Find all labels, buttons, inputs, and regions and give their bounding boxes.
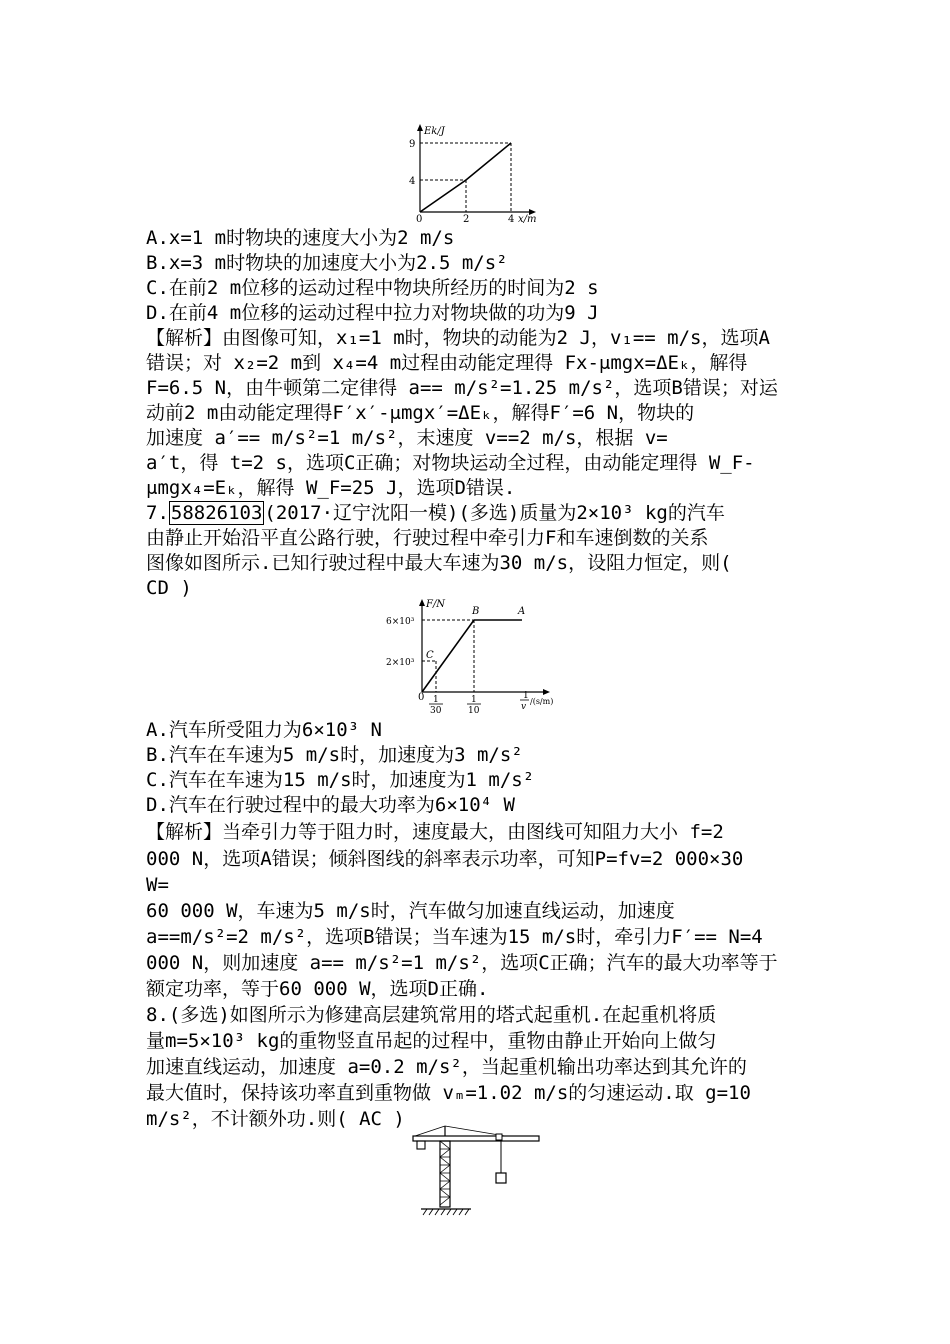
text-line: B.汽车在车速为5 m/s时，加速度为3 m/s²: [146, 744, 523, 766]
point-a-label: A: [518, 606, 526, 617]
text-line: 60 000 W，车速为5 m/s时，汽车做匀加速直线运动，加速度: [146, 900, 675, 922]
text-line: 由静止开始沿平直公路行驶，行驶过程中牵引力F和车速倒数的关系: [146, 527, 709, 549]
ground-hatching: [423, 1209, 469, 1215]
y-tick-2000: 2×10³: [386, 658, 415, 668]
origin-label: 0: [418, 692, 425, 703]
y-axis-label: Ek/J: [424, 126, 445, 137]
text-line: a==m/s²=2 m/s²，选项B错误；当车速为15 m/s时，牵引力F′== N=4: [146, 926, 763, 948]
answer-line: m/s²，不计额外功.则( AC ): [146, 1108, 405, 1130]
y-axis-arrow: [417, 124, 423, 131]
text-line: F=6.5 N，由牛顿第二定律得 a== m/s²=1.25 m/s²，选项B错误；对运: [146, 377, 778, 399]
y-axis-arrow: [419, 599, 425, 606]
text-line: 加速直线运动，加速度 a=0.2 m/s²，当起重机输出功率达到其允许的: [146, 1056, 747, 1078]
y-tick-9: 9: [409, 139, 416, 150]
text-line: W=: [146, 874, 169, 896]
x-axis-arrow: [543, 689, 550, 695]
text-line: A.x=1 m时物块的速度大小为2 m/s: [146, 227, 455, 249]
y-axis-label: F/N: [426, 599, 446, 610]
text-line: 量m=5×10³ kg的重物竖直吊起的过程中，重物由静止开始向上做匀: [146, 1030, 717, 1052]
text-line: 【解析】由图像可知，x₁=1 m时，物块的动能为2 J，v₁== m/s，选项A: [146, 327, 770, 349]
y-tick-4: 4: [409, 176, 416, 187]
force-inverse-speed-graph: [384, 594, 564, 716]
text-line: a′t，得 t=2 s，选项C正确；对物块运动全过程，由动能定理得 W_F-: [146, 452, 755, 474]
tower-crane-figure: [405, 1122, 545, 1222]
question-8-line: 8.(多选)如图所示为修建高层建筑常用的塔式起重机.在起重机将质: [146, 1004, 717, 1026]
crane-jib: [413, 1136, 539, 1141]
x-tick-1-30-num: 1: [433, 695, 439, 705]
crane-tie-left: [415, 1126, 445, 1136]
text-line: D.在前4 m位移的运动过程中拉力对物块做的功为9 J: [146, 302, 599, 324]
load-box: [496, 1173, 506, 1183]
x-tick-1-10-den: 10: [468, 706, 480, 716]
text-line: D.汽车在行驶过程中的最大功率为6×10⁴ W: [146, 794, 515, 816]
tower-lattice: [440, 1141, 450, 1205]
text-line: 额定功率，等于60 000 W，选项D正确.: [146, 978, 489, 1000]
text-line: 【解析】当牵引力等于阻力时，速度最大，由图线可知阻力大小 f=2: [146, 821, 724, 843]
ek-x-graph: [400, 122, 560, 226]
x-tick-4: 4: [508, 214, 515, 225]
origin-label: 0: [416, 214, 423, 225]
question-id-box: 58826103: [170, 502, 263, 524]
text-line: 最大值时，保持该功率直到重物做 vₘ=1.02 m/s的匀速运动.取 g=10: [146, 1082, 751, 1104]
text-line: B.x=3 m时物块的加速度大小为2.5 m/s²: [146, 252, 508, 274]
text-line: μmgx₄=Eₖ，解得 W_F=25 J，选项D错误.: [146, 477, 516, 499]
point-b-label: B: [472, 606, 480, 617]
x-tick-1-10-num: 1: [471, 695, 477, 705]
text-line: 动前2 m由动能定理得F′x′-μmgx′=ΔEₖ，解得F′=6 N，物块的: [146, 402, 695, 424]
answer-line: CD ): [146, 577, 192, 599]
x-tick-1-30-den: 30: [430, 706, 442, 716]
text-line: 错误；对 x₂=2 m到 x₄=4 m过程由动能定理得 Fx-μmgx=ΔEₖ，解得: [146, 352, 748, 374]
point-c-label: C: [426, 650, 434, 661]
x-axis-label-unit: /(s/m): [530, 697, 554, 706]
x-axis-label: x/m: [518, 214, 537, 225]
text-line: 000 N，则加速度 a== m/s²=1 m/s²，选项C正确；汽车的最大功率等于: [146, 952, 778, 974]
x-axis-label-num: 1: [523, 691, 529, 701]
text-line: 加速度 a′== m/s²=1 m/s²，末速度 v==2 m/s，根据 v=: [146, 427, 668, 449]
y-tick-6000: 6×10³: [386, 617, 415, 627]
x-axis-label-den: v: [521, 702, 527, 712]
text-line: C.汽车在车速为15 m/s时，加速度为1 m/s²: [146, 769, 535, 791]
counterweight: [417, 1141, 425, 1149]
x-tick-2: 2: [463, 214, 470, 225]
text-line: 000 N，选项A错误；倾斜图线的斜率表示功率，可知P=fv=2 000×30: [146, 848, 744, 870]
text-line: A.汽车所受阻力为6×10³ N: [146, 719, 382, 741]
question-7-source: (2017·辽宁沈阳一模)(多选)质量为2×10³ kg的汽车: [264, 502, 725, 524]
text-line: 图像如图所示.已知行驶过程中最大车速为30 m/s，设阻力恒定，则(: [146, 552, 732, 574]
text-line: C.在前2 m位移的运动过程中物块所经历的时间为2 s: [146, 277, 599, 299]
question-7-header: 7. 58826103 (2017·辽宁沈阳一模)(多选)质量为2×10³ kg的汽车: [146, 502, 725, 524]
trolley: [496, 1134, 502, 1140]
